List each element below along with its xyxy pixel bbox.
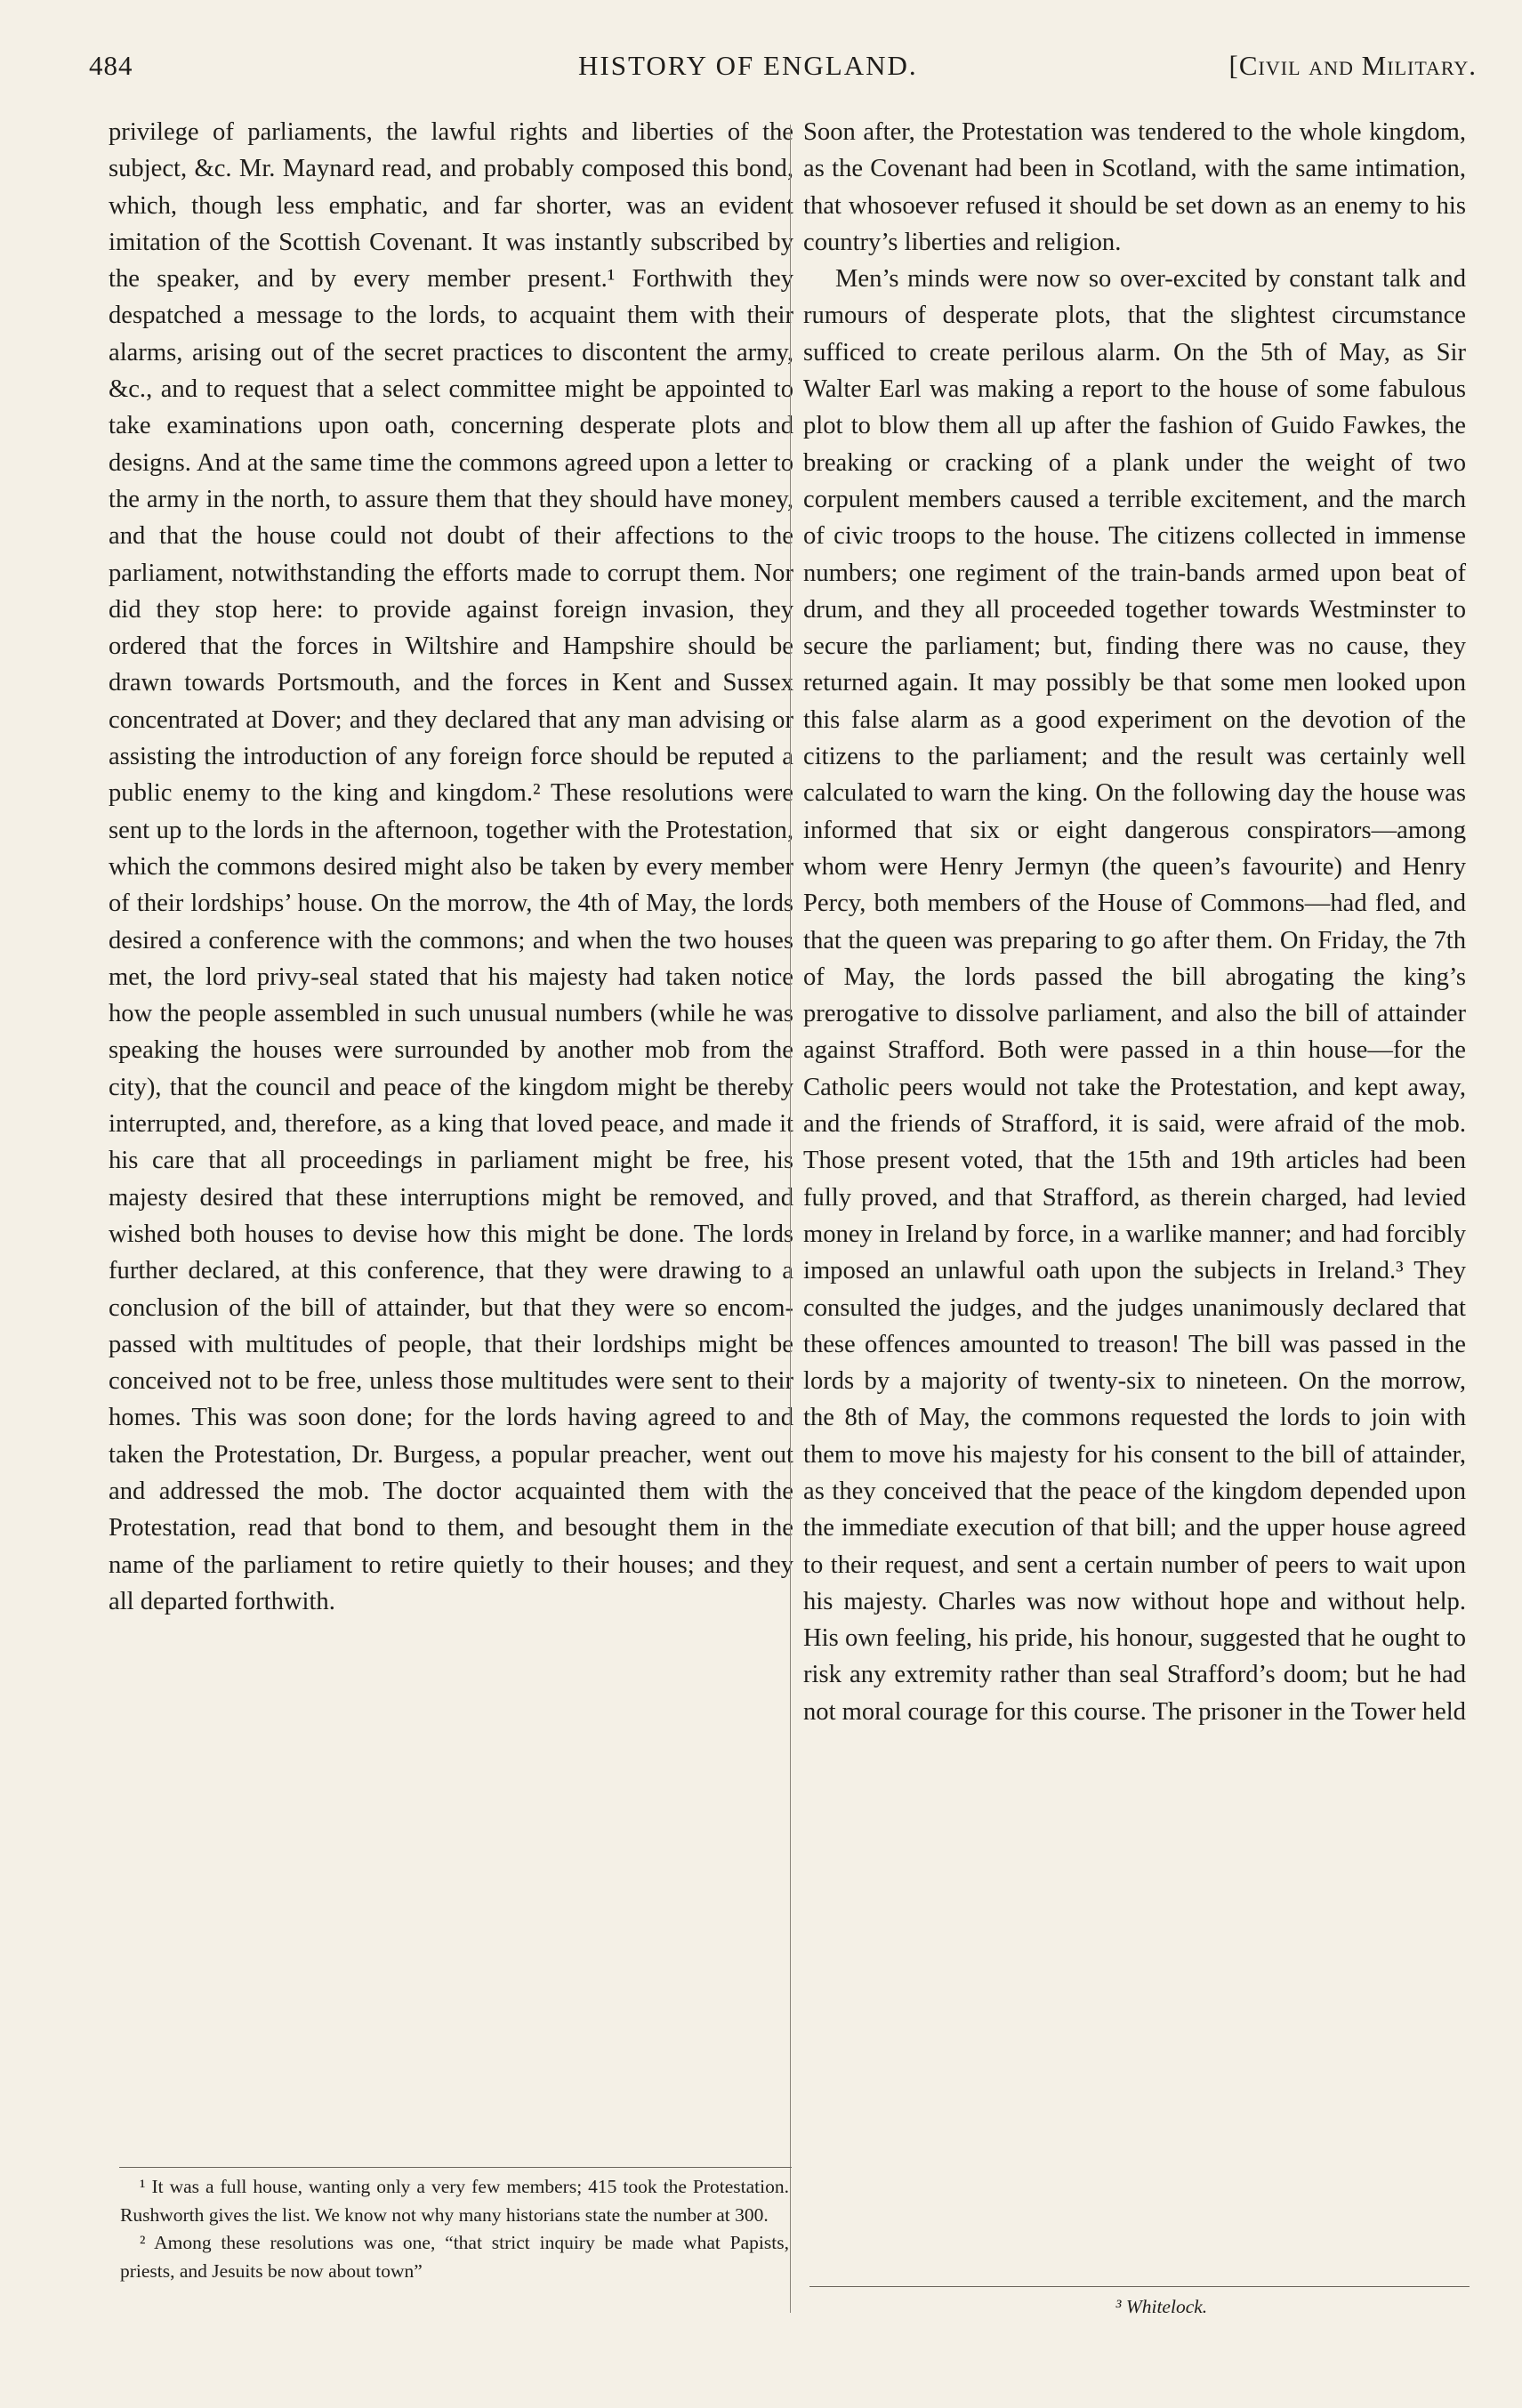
footnote-1: ¹ It was a full house, wanting only a very few members; 415 took the Protestation. Rushworth gives the list. We know not why many historians state the number at 300.: [120, 2176, 789, 2226]
footnote-rule-right: [809, 2286, 1470, 2287]
footnotes-right: [1096, 2293, 1452, 2322]
footnote-rule-left: [119, 2167, 792, 2168]
right-paragraph-2: Men’s minds were now so over-excited by constant talk and rumours of desperate plots, that the slightest circumstance sufficed to create perilous alarm. On the 5th of May, as Sir Walter Earl was making a report to the house of some fabulous plot to blow them all up after the fashion of Guido Fawkes, the breaking or cracking of a plank under the weight of two corpulent members caused a terrible excitement, and the march of civic troops to the house. The citizens collected in immense numbers; one regiment of the train-bands armed upon beat of drum, and they all proceeded together towards Westminster to secure the parliament; but, finding there was no cause, they returned again. It may possibly be that some men looked upon this false alarm as a good experiment on the devotion of the citizens to the parliament; and the result was certainly well calculated to warn the king. On the following day the house was informed that six or eight dangerous conspirators—among whom were Henry Jermyn (the queen’s favourite) and Henry Percy, both members of the House of Commons—had fled, and that the queen was preparing to go after them. On Friday, the 7th of May, the lords passed the bill abrogating the king’s prerogative to dissolve parliament, and also the bill of attainder against Strafford. Both were passed in a thin house—for the Catholic peers would not take the Protestation, and kept away, and the friends of Strafford, it is said, were afraid of the mob. Those present voted, that the 15th and 19th articles had been fully proved, and that Strafford, as therein charged, had levied money in Ireland by force, in a warlike manner; and had forcibly imposed an unlawful oath upon the subjects in Ireland.³ They consulted the judges, and the judges unanimously declared that these offences amounted to treason! The bill was passed in the lords by a majority of twenty-six to nineteen. On the morrow, the 8th of May, the commons requested the lords to join with them to move his majesty for his consent to the bill of attainder, as they conceived that the peace of the kingdom depended upon the immediate execution of that bill; and the upper house agreed to their request, and sent a certain number of peers to wait upon his majesty. Charles was now without hope and without help. His own feeling, his pride, his honour, suggested that he ought to risk any extremity rather than seal Strafford’s doom; but he had not moral courage for this course. The prisoner in the Tower held: [803, 265, 1466, 1726]
footnote-3: ³ Whitelock.: [1115, 2296, 1208, 2317]
left-column: [109, 114, 793, 1620]
column-divider: [790, 125, 791, 2313]
footnote-2: ² Among these resolutions was one, “that strict inquiry be made what Papists, priests, and Jesuits be now about town”: [120, 2232, 789, 2282]
page-number: 484: [89, 50, 133, 81]
footnotes-left: [120, 2173, 789, 2285]
running-title: HISTORY OF ENGLAND.: [578, 50, 918, 81]
running-header: [89, 50, 1477, 91]
left-column-text: privilege of parliaments, the lawful rights and liberties of the subject, &c. Mr. Maynard read, and probably composed this bond, which, though less emphatic, and far shorter, was an evident imitation of the Scottish Covenant. It was instantly subscribed by the speaker, and by every member present.¹ Forthwith they despatched a message to the lords, to acquaint them with their alarms, arising out of the secret practices to discontent the army, &c., and to request that a select committee might be appointed to take examinations upon oath, concerning desperate plots and designs. And at the same time the commons agreed upon a letter to the army in the north, to assure them that they should have money, and that the house could not doubt of their affections to the parliament, notwithstanding the efforts made to corrupt them. Nor did they stop here: to provide against foreign invasion, they ordered that the forces in Wiltshire and Hampshire should be drawn towards Portsmouth, and the forces in Kent and Sussex concentrated at Dover; and they declared that any man advising or assisting the introduction of any foreign force should be reputed a public enemy to the king and kingdom.² These resolutions were sent up to the lords in the afternoon, together with the Protestation, which the commons desired might also be taken by every member of their lordships’ house. On the morrow, the 4th of May, the lords desired a conference with the commons; and when the two houses met, the lord privy-seal stated that his majesty had taken notice how the people assembled in such unusual numbers (while he was speaking the houses were surrounded by another mob from the city), that the council and peace of the kingdom might be thereby interrupted, and, therefore, as a king that loved peace, and made it his care that all proceedings in parliament might be free, his majesty desired that these interruptions might be removed, and wished both houses to devise how this might be done. The lords further declared, at this conference, that they were drawing to a conclusion of the bill of attainder, but that they were so encompassed with multitudes of people, that their lordships might be conceived not to be free, unless those multitudes were sent to their homes. This was soon done; for the lords having agreed to and taken the Protestation, Dr. Burgess, a popular preacher, went out and addressed the mob. The doctor acquainted them with the Protestation, read that bond to them, and besought them in the name of the parliament to retire quietly to their houses; and they all departed forthwith.: [109, 118, 793, 1615]
right-paragraph-1: Soon after, the Protestation was tendered to the whole kingdom, as the Covenant had been in Scotland, with the same intimation, that whosoever refused it should be set down as an enemy to his country’s liberties and religion.: [803, 118, 1466, 256]
right-column: [803, 114, 1466, 1730]
section-heading: [Civil and Military.: [1228, 50, 1477, 81]
